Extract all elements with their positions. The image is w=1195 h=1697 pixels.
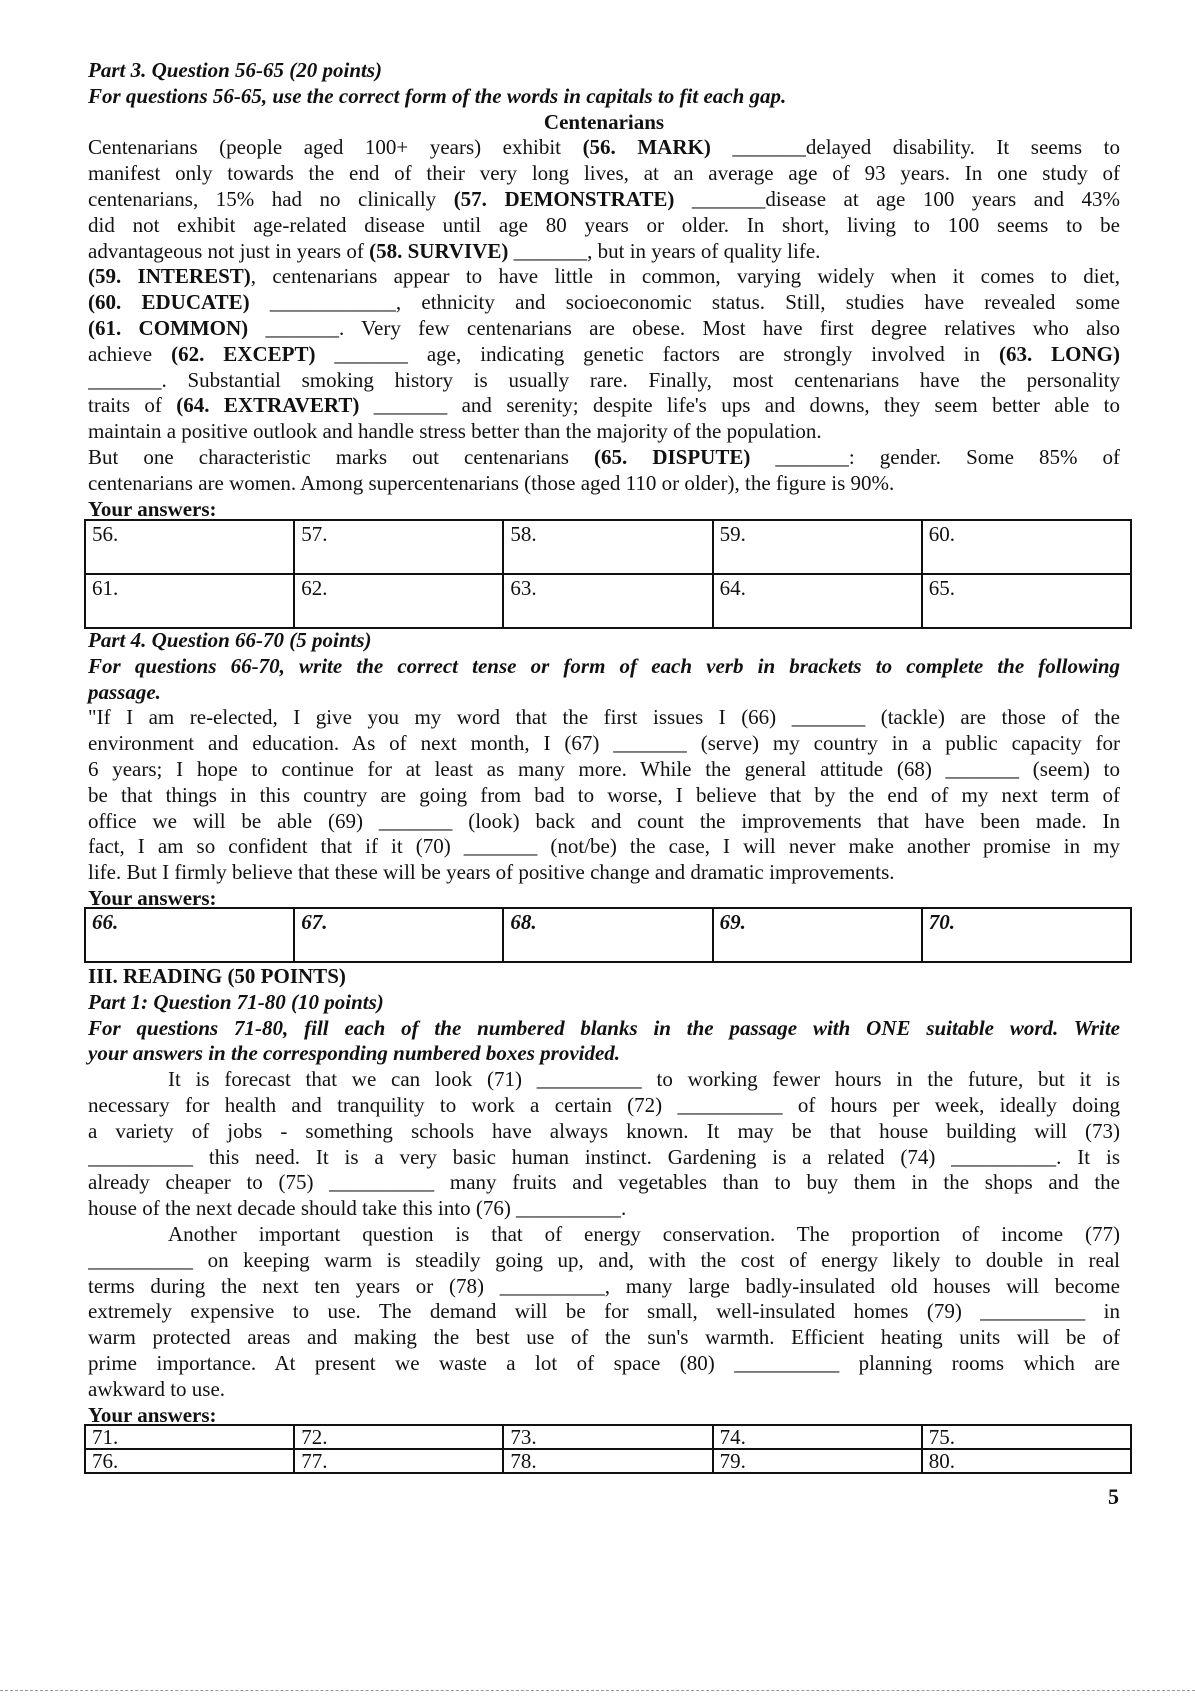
text-segment: Centenarians (people aged 100+ years) exhibit	[88, 135, 583, 160]
capital-word: (58. SURVIVE)	[369, 238, 509, 263]
text-segment: __________ on keeping warm is steadily going up, and, with the cost of energy likely to double in real	[88, 1247, 1120, 1272]
text-segment: _______. Substantial smoking history is usually rare. Finally, most centenarians have the personality	[88, 367, 1120, 392]
answer-cell[interactable]: 68.	[503, 908, 712, 962]
capital-word: (65. DISPUTE)	[594, 444, 751, 469]
answer-cell[interactable]: 72.	[294, 1425, 503, 1449]
text-line	[88, 316, 1120, 342]
text-line	[88, 1299, 1120, 1325]
capital-word: (60. EDUCATE)	[88, 290, 250, 315]
answer-cell[interactable]: 65.	[922, 574, 1131, 628]
text-segment: __________ this need. It is a very basic human instinct. Gardening is a related (74) __________. It is	[88, 1144, 1120, 1169]
text-line	[88, 161, 1120, 187]
capital-word: (56. MARK)	[582, 135, 711, 160]
answer-cell[interactable]: 67.	[294, 908, 503, 962]
text-line	[88, 110, 1120, 136]
text-segment: terms during the next ten years or (78) __________, many large badly-insulated old houses will become	[88, 1273, 1120, 1298]
text-line	[88, 419, 1120, 445]
answer-cell[interactable]: 80.	[922, 1449, 1131, 1473]
text-line	[88, 445, 1120, 471]
text-segment: Another important question is that of energy conservation. The proportion of income (77)	[168, 1221, 1120, 1246]
text-segment: awkward to use.	[88, 1376, 226, 1401]
text-segment: achieve	[88, 341, 172, 366]
text-segment: It is forecast that we can look (71) __________ to working fewer hours in the future, but it is	[168, 1067, 1120, 1092]
text-line	[88, 1325, 1120, 1351]
answer-cell[interactable]: 79.	[713, 1449, 922, 1473]
text-line	[88, 58, 1120, 84]
reading-section	[88, 964, 1120, 1428]
text-line	[88, 990, 1120, 1016]
text-segment: "If I am re-elected, I give you my word that the first issues I (66) _______ (tackle) are those of the	[88, 705, 1120, 730]
text-segment: extremely expensive to use. The demand will be for small, well-insulated homes (79) __________ in	[88, 1299, 1120, 1324]
text-line	[88, 342, 1120, 368]
text-segment: already cheaper to (75) __________ many fruits and vegetables than to buy them in the shops and the	[88, 1170, 1120, 1195]
text-segment: Your answers:	[88, 1402, 217, 1427]
text-line	[88, 783, 1120, 809]
text-line	[88, 187, 1120, 213]
answer-cell[interactable]: 75.	[922, 1425, 1131, 1449]
text-segment: passage.	[88, 679, 161, 704]
text-line	[88, 731, 1120, 757]
text-line	[88, 1119, 1120, 1145]
text-segment: _______. Very few centenarians are obese. Most have first degree relatives who also	[248, 315, 1120, 340]
text-line	[88, 1067, 1120, 1093]
text-line	[88, 860, 1120, 886]
reading-answer-table	[84, 1424, 1132, 1474]
part3-section	[88, 58, 1120, 522]
page-bottom-divider	[0, 1690, 1195, 1691]
text-segment: Your answers:	[88, 885, 217, 910]
text-segment: your answers in the corresponding numbered boxes provided.	[88, 1041, 621, 1066]
text-segment: traits of	[88, 393, 177, 418]
answer-row	[85, 520, 1131, 574]
text-segment: Part 1: Question 71-80 (10 points)	[88, 989, 384, 1014]
text-segment: a variety of jobs - something schools have always known. It may be that house building will (73)	[88, 1118, 1120, 1143]
text-segment: environment and education. As of next month, I (67) _______ (serve) my country in a public capacity for	[88, 731, 1120, 756]
answer-cell[interactable]: 77.	[294, 1449, 503, 1473]
text-segment: But one characteristic marks out centenarians	[88, 444, 595, 469]
text-line	[88, 1196, 1120, 1222]
text-segment: For questions 71-80, fill each of the numbered blanks in the passage with ONE suitable word. Write	[88, 1015, 1120, 1040]
text-segment: Centenarians	[543, 109, 665, 134]
text-line	[88, 1145, 1120, 1171]
answer-cell[interactable]: 76.	[85, 1449, 294, 1473]
text-segment: maintain a positive outlook and handle stress better than the majority of the population.	[88, 419, 822, 444]
text-segment: house of the next decade should take this into (76) __________.	[88, 1196, 627, 1221]
answer-cell[interactable]: 62.	[294, 574, 503, 628]
answer-cell[interactable]: 59.	[713, 520, 922, 574]
text-segment: _______disease at age 100 years and 43%	[674, 186, 1120, 211]
answer-cell[interactable]: 70.	[922, 908, 1131, 962]
text-segment: manifest only towards the end of their very long lives, at an average age of 93 years. In one study of	[88, 161, 1120, 186]
answer-cell[interactable]: 64.	[713, 574, 922, 628]
text-segment: advantageous not just in years of	[88, 238, 370, 263]
text-segment: _______delayed disability. It seems to	[710, 135, 1120, 160]
text-line	[88, 1093, 1120, 1119]
answer-cell[interactable]: 78.	[503, 1449, 712, 1473]
text-line	[88, 1351, 1120, 1377]
text-segment: ____________, ethnicity and socioeconomic status. Still, studies have revealed some	[249, 290, 1120, 315]
text-line	[88, 1248, 1120, 1274]
answer-cell[interactable]: 66.	[85, 908, 294, 962]
text-line	[88, 964, 1120, 990]
answer-cell[interactable]: 60.	[922, 520, 1131, 574]
answer-row	[85, 574, 1131, 628]
text-segment: For questions 56-65, use the correct form of the words in capitals to fit each gap.	[88, 83, 787, 108]
text-line	[88, 757, 1120, 783]
text-line	[88, 213, 1120, 239]
text-line	[88, 135, 1120, 161]
text-line	[88, 705, 1120, 731]
text-line	[88, 809, 1120, 835]
text-segment: , centenarians appear to have little in common, varying widely when it comes to diet,	[250, 264, 1120, 289]
capital-word: (61. COMMON)	[88, 315, 249, 340]
text-line	[88, 1041, 1120, 1067]
text-segment: _______ and serenity; despite life's ups and downs, they seem better able to	[359, 393, 1120, 418]
text-segment: fact, I am so confident that if it (70) _______ (not/be) the case, I will never make another promise in my	[88, 834, 1120, 859]
answer-cell[interactable]: 71.	[85, 1425, 294, 1449]
text-segment: warm protected areas and making the best use of the sun's warmth. Efficient heating units will be of	[88, 1325, 1120, 1350]
text-segment: III. READING (50 POINTS)	[88, 964, 346, 988]
text-line	[88, 264, 1120, 290]
part3-answer-table	[84, 519, 1132, 629]
answer-cell[interactable]: 63.	[503, 574, 712, 628]
text-segment: For questions 66-70, write the correct tense or form of each verb in brackets to complete the following	[88, 653, 1120, 678]
text-segment: prime importance. At present we waste a lot of space (80) __________ planning rooms which are	[88, 1350, 1120, 1375]
text-segment: Your answers:	[88, 496, 217, 521]
answer-cell[interactable]: 57.	[294, 520, 503, 574]
answer-cell[interactable]: 69.	[713, 908, 922, 962]
text-line	[88, 290, 1120, 316]
text-line	[88, 1016, 1120, 1042]
text-line	[88, 680, 1120, 706]
capital-word: (59. INTEREST)	[88, 264, 251, 289]
part4-section	[88, 628, 1120, 912]
text-line	[88, 654, 1120, 680]
text-segment: centenarians, 15% had no clinically	[88, 186, 454, 211]
answer-row	[85, 1425, 1131, 1449]
text-line	[88, 368, 1120, 394]
text-segment: _______: gender. Some 85% of	[750, 444, 1120, 469]
page-number: 5	[1108, 1484, 1119, 1509]
text-segment: life. But I firmly believe that these will be years of positive change and dramatic improvements.	[88, 860, 895, 885]
text-line	[88, 239, 1120, 265]
text-line	[88, 84, 1120, 110]
text-line	[88, 1377, 1120, 1403]
answer-cell[interactable]: 58.	[503, 520, 712, 574]
text-segment: Part 4. Question 66-70 (5 points)	[88, 628, 372, 652]
text-line	[88, 628, 1120, 654]
answer-row	[85, 908, 1131, 962]
text-line	[88, 834, 1120, 860]
capital-word: (62. EXCEPT)	[171, 341, 316, 366]
capital-word: (63. LONG)	[998, 341, 1120, 366]
answer-cell[interactable]: 56.	[85, 520, 294, 574]
text-segment: 6 years; I hope to continue for at least as many more. While the general attitude (68) _______ (seem) to	[88, 756, 1120, 781]
capital-word: (64. EXTRAVERT)	[176, 393, 360, 418]
answer-cell[interactable]: 74.	[713, 1425, 922, 1449]
text-line	[88, 471, 1120, 497]
text-segment: _______ age, indicating genetic factors are strongly involved in	[315, 341, 999, 366]
answer-row	[85, 1449, 1131, 1473]
text-segment: be that things in this country are going from bad to worse, I believe that by the end of my next term of	[88, 782, 1120, 807]
text-segment: did not exhibit age-related disease until age 80 years or older. In short, living to 100 seems to be	[88, 212, 1120, 237]
text-segment: _______, but in years of quality life.	[508, 238, 821, 263]
capital-word: (57. DEMONSTRATE)	[453, 186, 675, 211]
answer-cell[interactable]: 73.	[503, 1425, 712, 1449]
text-segment: necessary for health and tranquility to work a certain (72) __________ of hours per week, ideally doing	[88, 1092, 1120, 1117]
text-segment: Part 3. Question 56-65 (20 points)	[88, 58, 383, 82]
text-line	[88, 1170, 1120, 1196]
text-line	[88, 1274, 1120, 1300]
text-line	[88, 1222, 1120, 1248]
answer-cell[interactable]: 61.	[85, 574, 294, 628]
text-line	[88, 393, 1120, 419]
text-segment: office we will be able (69) _______ (look) back and count the improvements that have been made. In	[88, 808, 1120, 833]
text-segment: centenarians are women. Among supercentenarians (those aged 110 or older), the figure is 90%.	[88, 470, 895, 495]
part4-answer-table	[84, 907, 1132, 963]
